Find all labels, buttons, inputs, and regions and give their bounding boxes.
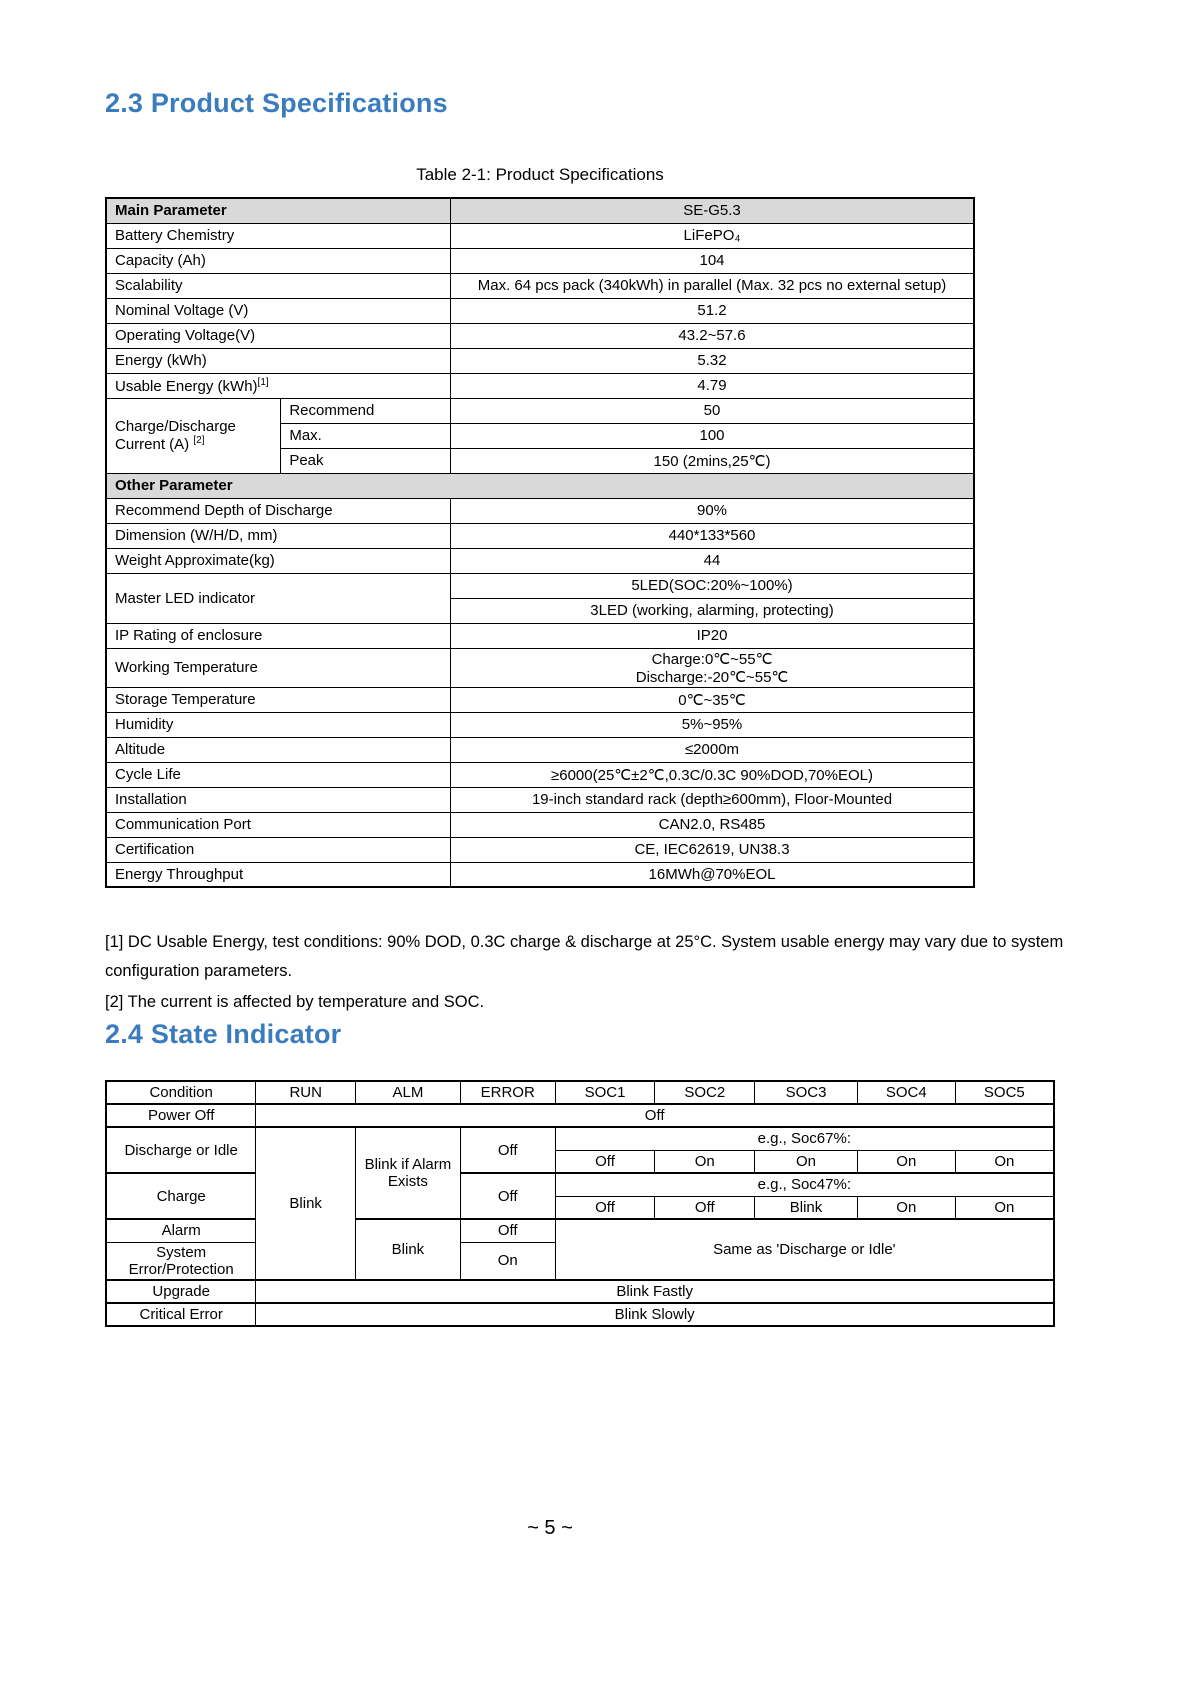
footnotes (105, 928, 1125, 1017)
state-indicator-table (105, 1080, 1055, 1327)
alm-blink-cell: Blink (356, 1219, 461, 1280)
spec-header-value: SE-G5.3 (451, 198, 974, 223)
value-cell: 5%~95% (451, 712, 974, 737)
param-cell-charge-discharge (106, 398, 281, 473)
soc-same-as-cell: Same as 'Discharge or Idle' (555, 1219, 1054, 1280)
footnote-ref-1: [1] (257, 376, 269, 388)
param-cell: Working Temperature (106, 648, 451, 687)
spec-row-cycle-life (106, 762, 974, 787)
working-temp-discharge: Discharge:-20℃~55℃ (635, 668, 789, 686)
spec-header-param: Main Parameter (106, 198, 451, 223)
param-cell: Cycle Life (106, 762, 451, 787)
param-label: Usable Energy (kWh) (115, 377, 258, 395)
spec-row-storage-temp (106, 687, 974, 712)
state-header-row (106, 1081, 1054, 1104)
spec-row-working-temp (106, 648, 974, 687)
state-row-upgrade (106, 1280, 1054, 1303)
value-cell: LiFePO₄ (451, 223, 974, 248)
state-row-critical-error (106, 1303, 1054, 1326)
param-cell: Energy (kWh) (106, 348, 451, 373)
value-cell: 104 (451, 248, 974, 273)
other-parameter-header: Other Parameter (106, 473, 974, 498)
value-cell: 5.32 (451, 348, 974, 373)
soc-example-67: e.g., Soc67%: (555, 1127, 1054, 1150)
footnote-ref-2: [2] (193, 435, 205, 446)
value-cell: ≤2000m (451, 737, 974, 762)
value-cell: ≥6000(25℃±2℃,0.3C/0.3C 90%DOD,70%EOL) (451, 762, 974, 787)
param-cell: Recommend Depth of Discharge (106, 498, 451, 523)
value-cell: CAN2.0, RS485 (451, 812, 974, 837)
spec-row-operating-voltage (106, 323, 974, 348)
page-number: ~ 5 ~ (527, 1516, 573, 1539)
state-header-soc2: SOC2 (655, 1081, 755, 1104)
spec-row-usable-energy (106, 373, 974, 398)
condition-cell-charge: Charge (106, 1173, 256, 1219)
value-cell: 19-inch standard rack (depth≥600mm), Floor-Mounted (451, 787, 974, 812)
working-temp-charge: Charge:0℃~55℃ (651, 650, 773, 668)
param-cell: Dimension (W/H/D, mm) (106, 523, 451, 548)
param-cell: Installation (106, 787, 451, 812)
param-cell-master-led: Master LED indicator (106, 573, 451, 623)
state-header-run: RUN (256, 1081, 356, 1104)
value-cell: 3LED (working, alarming, protecting) (451, 598, 974, 623)
error-cell: Off (460, 1219, 555, 1242)
value-cell: IP20 (451, 623, 974, 648)
upgrade-value: Blink Fastly (256, 1280, 1054, 1303)
soc4-cell: On (857, 1196, 955, 1219)
value-cell: 50 (451, 398, 974, 423)
spec-row-installation (106, 787, 974, 812)
spec-row-scalability (106, 273, 974, 298)
state-header-soc4: SOC4 (857, 1081, 955, 1104)
value-cell: 90% (451, 498, 974, 523)
power-off-value: Off (256, 1104, 1054, 1127)
section-2-3-heading: 2.3 Product Specifications (105, 88, 448, 118)
soc2-cell: On (655, 1150, 755, 1173)
param-cell (106, 373, 451, 398)
soc1-cell: Off (555, 1196, 655, 1219)
param-cell: Capacity (Ah) (106, 248, 451, 273)
value-cell: CE, IEC62619, UN38.3 (451, 837, 974, 862)
spec-row-communication-port (106, 812, 974, 837)
footnote-1: [1] DC Usable Energy, test conditions: 90% DOD, 0.3C charge & discharge at 25°C. System usable energy may vary due to system configuration parameters. (105, 933, 1064, 980)
value-cell: 51.2 (451, 298, 974, 323)
condition-cell-critical-error: Critical Error (106, 1303, 256, 1326)
spec-table-caption: Table 2-1: Product Specifications (416, 165, 664, 184)
page-content (105, 0, 1065, 1540)
spec-row-humidity (106, 712, 974, 737)
param-cell: Communication Port (106, 812, 451, 837)
param-cell: Nominal Voltage (V) (106, 298, 451, 323)
state-header-soc5: SOC5 (955, 1081, 1054, 1104)
spec-row-weight (106, 548, 974, 573)
state-header-alm: ALM (356, 1081, 461, 1104)
condition-cell: Power Off (106, 1104, 256, 1127)
spec-row-capacity (106, 248, 974, 273)
soc3-cell: On (755, 1150, 858, 1173)
value-cell: 440*133*560 (451, 523, 974, 548)
param-cell: Altitude (106, 737, 451, 762)
spec-table (105, 197, 975, 888)
condition-cell-system-error: System Error/Protection (106, 1242, 256, 1280)
spec-row-battery-chemistry (106, 223, 974, 248)
state-header-soc3: SOC3 (755, 1081, 858, 1104)
spec-row-nominal-voltage (106, 298, 974, 323)
condition-cell-upgrade: Upgrade (106, 1280, 256, 1303)
error-cell: On (460, 1242, 555, 1280)
spec-row-ip-rating (106, 623, 974, 648)
state-row-power-off (106, 1104, 1054, 1127)
param-label: Charge/Discharge Current (A) (115, 418, 236, 453)
param-cell: Humidity (106, 712, 451, 737)
value-cell: Max. 64 pcs pack (340kWh) in parallel (Max. 32 pcs no external setup) (451, 273, 974, 298)
sub-param-cell: Peak (281, 448, 451, 473)
param-cell: Certification (106, 837, 451, 862)
param-cell: Weight Approximate(kg) (106, 548, 451, 573)
state-header-condition: Condition (106, 1081, 256, 1104)
soc3-cell: Blink (755, 1196, 858, 1219)
state-row-charge-a (106, 1173, 1054, 1196)
soc4-cell: On (857, 1150, 955, 1173)
param-cell: Storage Temperature (106, 687, 451, 712)
run-blink-cell: Blink (256, 1127, 356, 1280)
state-header-soc1: SOC1 (555, 1081, 655, 1104)
spec-row-dimension (106, 523, 974, 548)
alm-blink-if-alarm-cell: Blink if Alarm Exists (356, 1127, 461, 1219)
value-cell: 44 (451, 548, 974, 573)
soc-example-47: e.g., Soc47%: (555, 1173, 1054, 1196)
soc2-cell: Off (655, 1196, 755, 1219)
value-cell-working-temp (451, 648, 974, 687)
section-2-4-heading: 2.4 State Indicator (105, 1019, 342, 1049)
param-cell: Operating Voltage(V) (106, 323, 451, 348)
sub-param-cell: Max. (281, 423, 451, 448)
value-cell: 100 (451, 423, 974, 448)
param-cell: Energy Throughput (106, 862, 451, 887)
value-cell: 4.79 (451, 373, 974, 398)
value-cell: 43.2~57.6 (451, 323, 974, 348)
critical-error-value: Blink Slowly (256, 1303, 1054, 1326)
spec-other-header-row (106, 473, 974, 498)
spec-row-altitude (106, 737, 974, 762)
state-row-discharge-a (106, 1127, 1054, 1150)
spec-row-certification (106, 837, 974, 862)
spec-row-energy (106, 348, 974, 373)
value-cell: 0℃~35℃ (451, 687, 974, 712)
spec-row-charge-discharge-recommend (106, 398, 974, 423)
condition-cell-discharge: Discharge or Idle (106, 1127, 256, 1173)
value-cell: 5LED(SOC:20%~100%) (451, 573, 974, 598)
value-cell: 150 (2mins,25℃) (451, 448, 974, 473)
soc5-cell: On (955, 1196, 1054, 1219)
spec-row-dod (106, 498, 974, 523)
spec-row-energy-throughput (106, 862, 974, 887)
param-cell: IP Rating of enclosure (106, 623, 451, 648)
condition-cell-alarm: Alarm (106, 1219, 256, 1242)
param-cell: Scalability (106, 273, 451, 298)
spec-header-row (106, 198, 974, 223)
state-row-alarm (106, 1219, 1054, 1242)
footnote-2: [2] The current is affected by temperature and SOC. (105, 993, 485, 1011)
value-cell: 16MWh@70%EOL (451, 862, 974, 887)
spec-row-master-led-1 (106, 573, 974, 598)
error-cell: Off (460, 1127, 555, 1173)
soc5-cell: On (955, 1150, 1054, 1173)
sub-param-cell: Recommend (281, 398, 451, 423)
error-cell: Off (460, 1173, 555, 1219)
param-cell: Battery Chemistry (106, 223, 451, 248)
soc1-cell: Off (555, 1150, 655, 1173)
state-header-error: ERROR (460, 1081, 555, 1104)
